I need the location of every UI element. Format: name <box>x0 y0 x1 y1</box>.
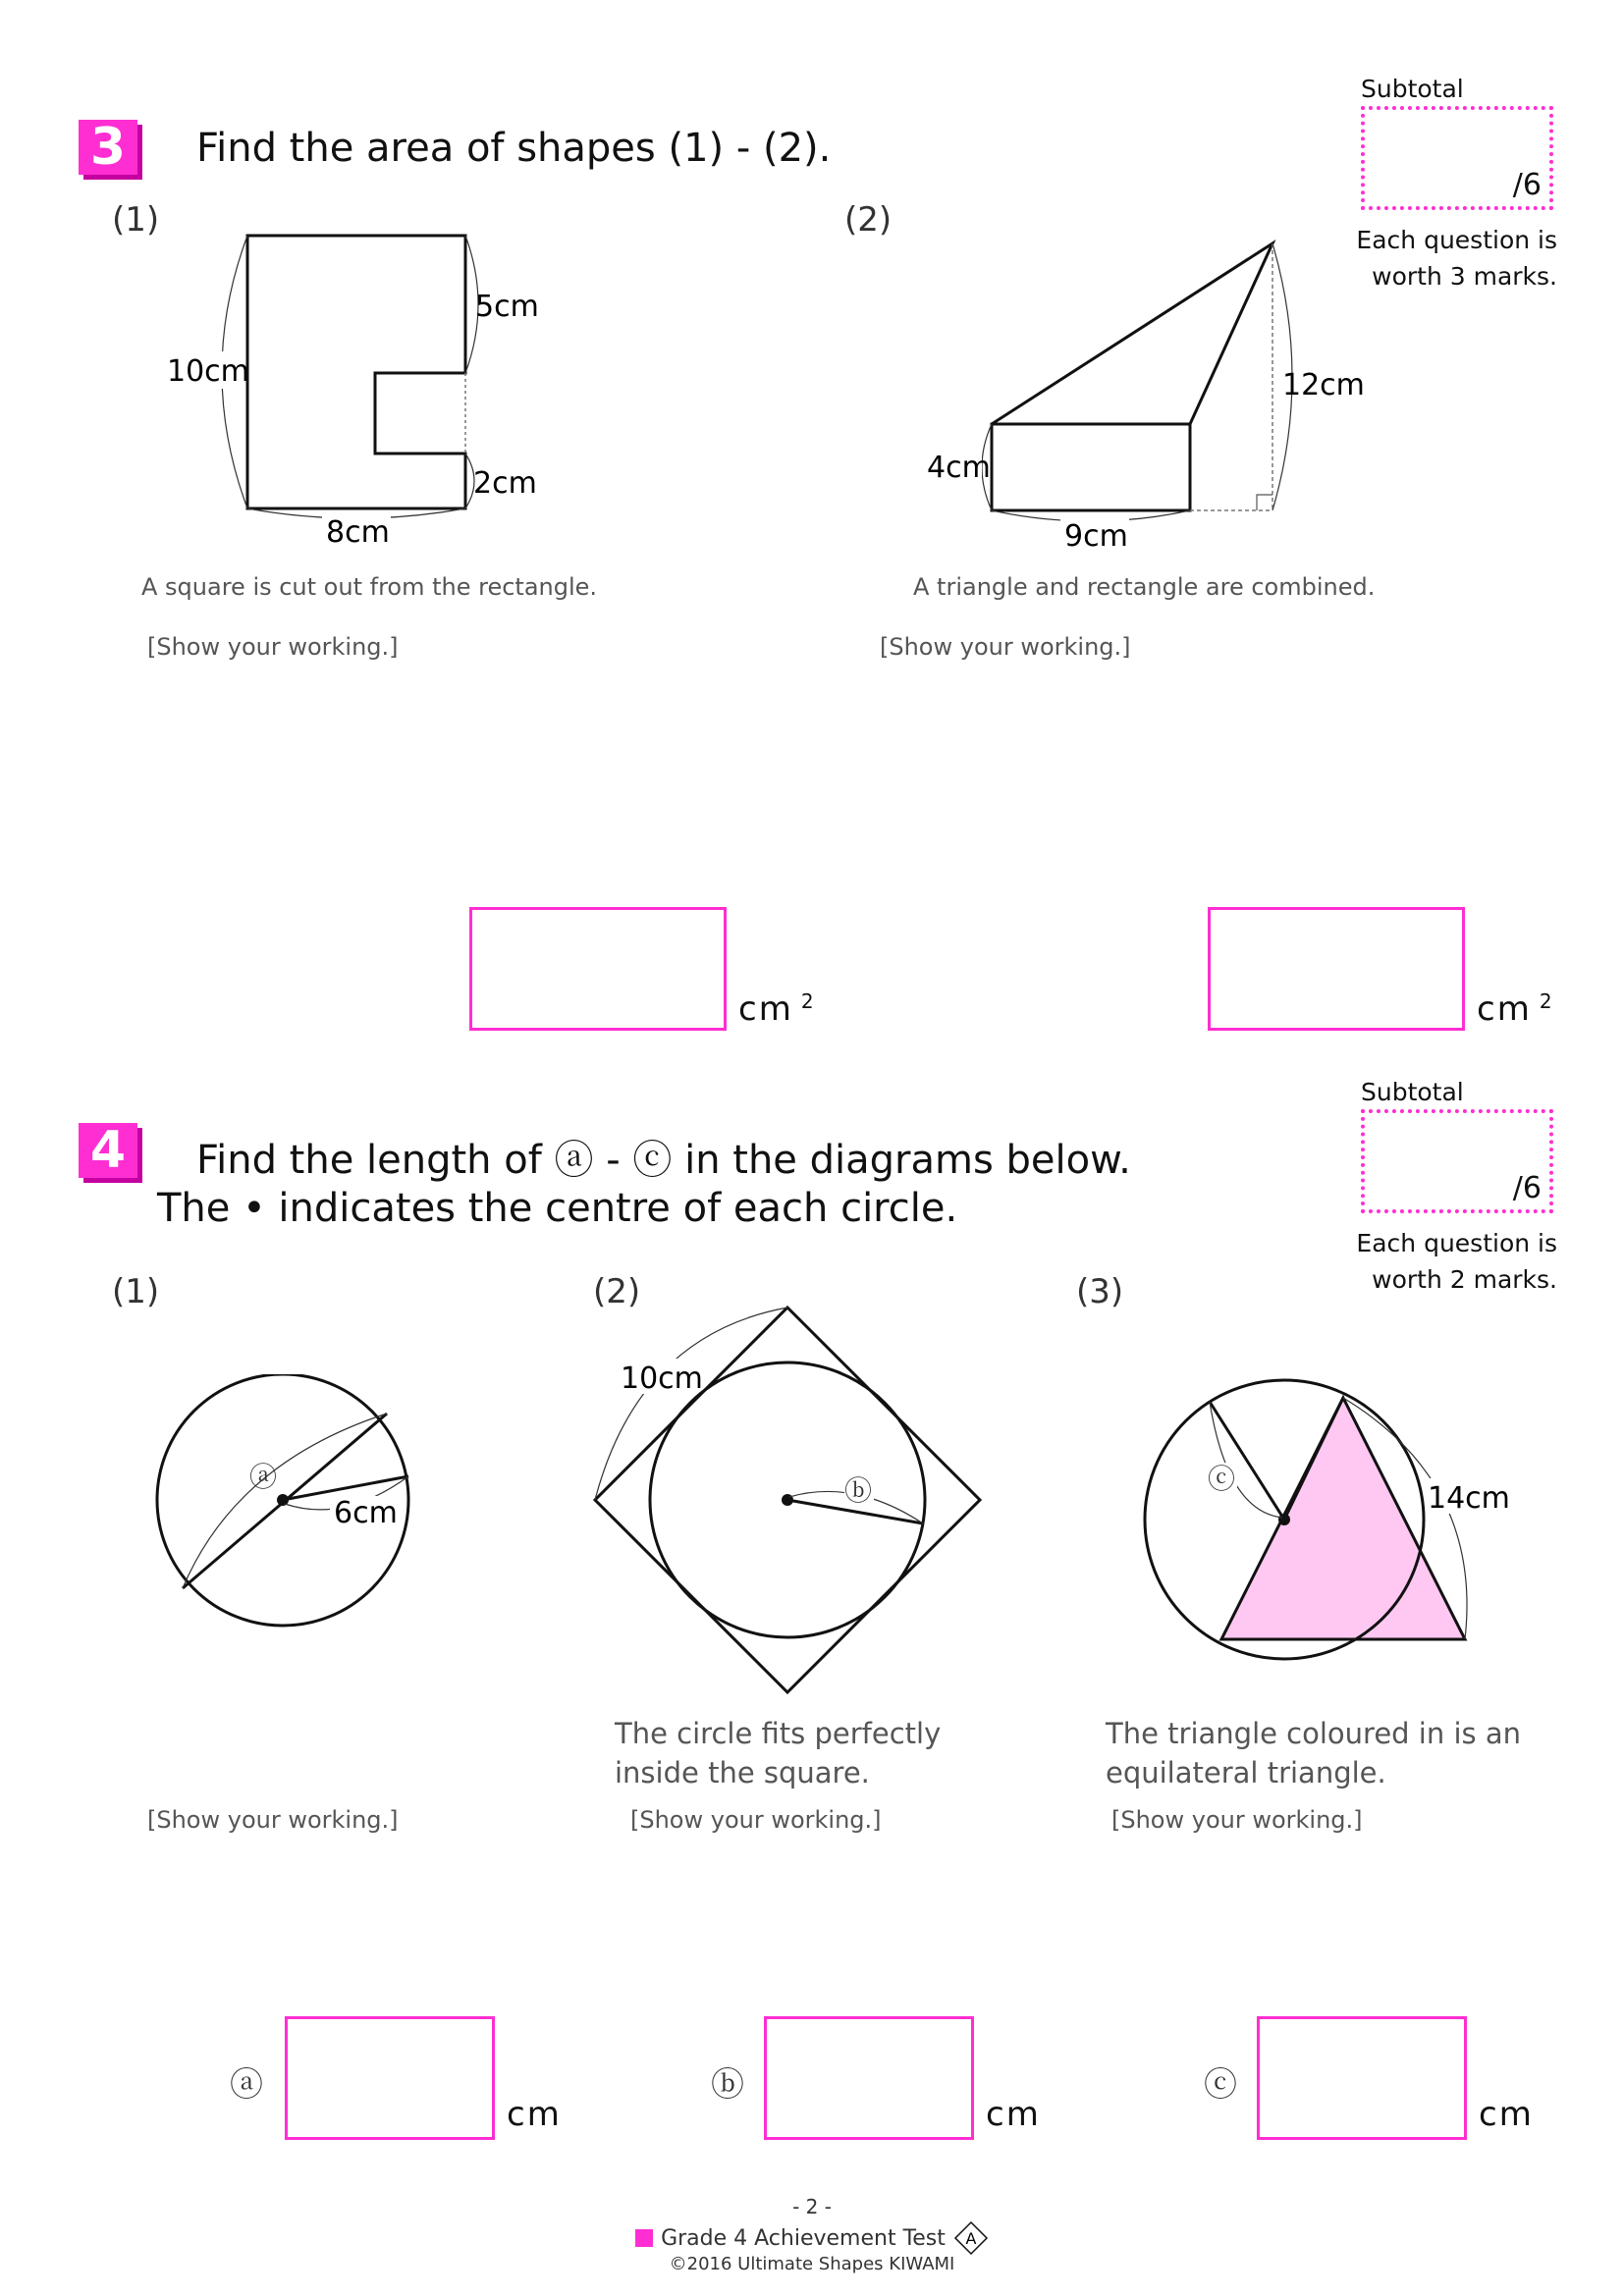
q3-problem-1-note: A square is cut out from the rectangle. <box>141 573 598 601</box>
q3-problem-1-unit <box>738 989 816 1029</box>
q4-problem-2-unit: cm <box>986 2095 1041 2134</box>
q4-subtotal-label: Subtotal <box>1361 1078 1464 1106</box>
q4-marks-line2: worth 2 marks. <box>1372 1265 1557 1294</box>
q3-problem-1-working: [Show your working.] <box>147 633 399 661</box>
q4-subtotal-max: /6 <box>1512 1171 1542 1205</box>
dim-14cm: 14cm <box>1428 1481 1510 1516</box>
q3-problem-2-unit <box>1477 989 1554 1029</box>
dim-6cm: 6cm <box>334 1496 398 1530</box>
unit-text: cm <box>738 989 793 1029</box>
q4-problem-2-answer-box[interactable] <box>764 2016 974 2140</box>
q3-problem-2-diagram <box>903 226 1365 560</box>
right-angle-mark <box>1257 495 1272 510</box>
q3-problem-1-label: (1) <box>112 200 160 240</box>
q3-problem-2-working: [Show your working.] <box>880 633 1131 661</box>
q4-problem-2-label: (2) <box>593 1272 641 1311</box>
question-3-title: Find the area of shapes (1) - (2). <box>196 126 832 171</box>
q3-subtotal-label: Subtotal <box>1361 75 1464 103</box>
footer-test-line <box>550 2220 1074 2256</box>
q4-problem-1-unit: cm <box>507 2095 562 2134</box>
q4-problem-1-diagram <box>137 1374 452 1629</box>
q4-problem-3-label: (3) <box>1076 1272 1124 1311</box>
q4-problem-3-note-line2: equilateral triangle. <box>1106 1756 1386 1789</box>
q4-problem-3-answer-label: ⓒ <box>1204 2065 1237 2105</box>
footer-test-name: Grade 4 Achievement Test <box>661 2225 946 2251</box>
notched-rectangle <box>247 236 465 508</box>
dim-2cm: 2cm <box>473 466 537 501</box>
dim-5cm: 5cm <box>475 290 539 324</box>
mark-b: ⓑ <box>844 1474 873 1507</box>
dim-12cm: 12cm <box>1282 368 1365 402</box>
footer-version: A <box>965 2229 977 2248</box>
q4-problem-2-note <box>615 1714 941 1792</box>
q4-problem-1-answer-box[interactable] <box>285 2016 495 2140</box>
q4-problem-3-diagram <box>1129 1364 1522 1669</box>
q4-problem-3-note-line1: The triangle coloured in is an <box>1106 1717 1521 1750</box>
question-4-title-line2: The • indicates the centre of each circle. <box>157 1186 958 1231</box>
q3-problem-1-diagram <box>157 216 569 550</box>
mark-c: ⓒ <box>1208 1463 1236 1495</box>
q4-problem-3-working: [Show your working.] <box>1111 1806 1363 1834</box>
q3-subtotal-max: /6 <box>1512 168 1542 202</box>
unit-squared: 2 <box>800 989 816 1013</box>
radius-line-c <box>1210 1402 1284 1520</box>
dim-9cm: 9cm <box>1064 519 1128 554</box>
unit-text: cm <box>1477 989 1532 1029</box>
q3-problem-2-note: A triangle and rectangle are combined. <box>913 573 1376 601</box>
q4-problem-2-note-line1: The circle fits perfectly <box>615 1717 942 1750</box>
q3-problem-2-answer-box[interactable] <box>1208 907 1465 1031</box>
q4-problem-1-answer-label: ⓐ <box>230 2065 263 2105</box>
q4-problem-2-working: [Show your working.] <box>630 1806 882 1834</box>
q3-problem-1-answer-box[interactable] <box>469 907 727 1031</box>
question-4-badge: 4 <box>79 1123 137 1178</box>
q4-problem-2-answer-label: ⓑ <box>711 2065 744 2105</box>
q3-subtotal-box[interactable] <box>1361 106 1553 210</box>
mark-a: ⓐ <box>249 1461 278 1493</box>
q4-problem-2-note-line2: inside the square. <box>615 1756 870 1789</box>
q3-marks-line2: worth 3 marks. <box>1372 262 1557 291</box>
dim-10cm: 10cm <box>621 1362 703 1396</box>
q4-problem-3-unit: cm <box>1479 2095 1534 2134</box>
q4-problem-1-label: (1) <box>112 1272 160 1311</box>
combined-rectangle <box>992 424 1190 510</box>
equilateral-triangle <box>1221 1398 1465 1639</box>
q4-problem-1-working: [Show your working.] <box>147 1806 399 1834</box>
q4-problem-2-diagram <box>579 1296 992 1708</box>
centre-dot <box>1278 1514 1290 1525</box>
dim-10cm: 10cm <box>167 354 249 389</box>
combined-triangle <box>992 243 1272 424</box>
footer-square-icon <box>635 2229 653 2247</box>
q4-marks-line1: Each question is <box>1356 1229 1557 1257</box>
dim-8cm: 8cm <box>326 515 390 550</box>
q3-marks-line1: Each question is <box>1356 226 1557 254</box>
version-diamond-icon <box>953 2220 989 2256</box>
q4-problem-3-answer-box[interactable] <box>1257 2016 1467 2140</box>
page-number: - 2 - <box>792 2195 832 2218</box>
dim-4cm: 4cm <box>927 451 991 485</box>
question-3-badge: 3 <box>79 120 137 175</box>
question-4-title-line1: Find the length of ⓐ - ⓒ in the diagrams below. <box>196 1138 1131 1183</box>
q3-problem-2-label: (2) <box>844 200 893 240</box>
q4-marks-note <box>1306 1225 1557 1298</box>
q4-problem-3-note <box>1106 1714 1521 1792</box>
footer-copyright: ©2016 Ultimate Shapes KIWAMI <box>669 2254 955 2274</box>
unit-squared: 2 <box>1539 989 1554 1013</box>
q4-subtotal-box[interactable] <box>1361 1109 1553 1213</box>
